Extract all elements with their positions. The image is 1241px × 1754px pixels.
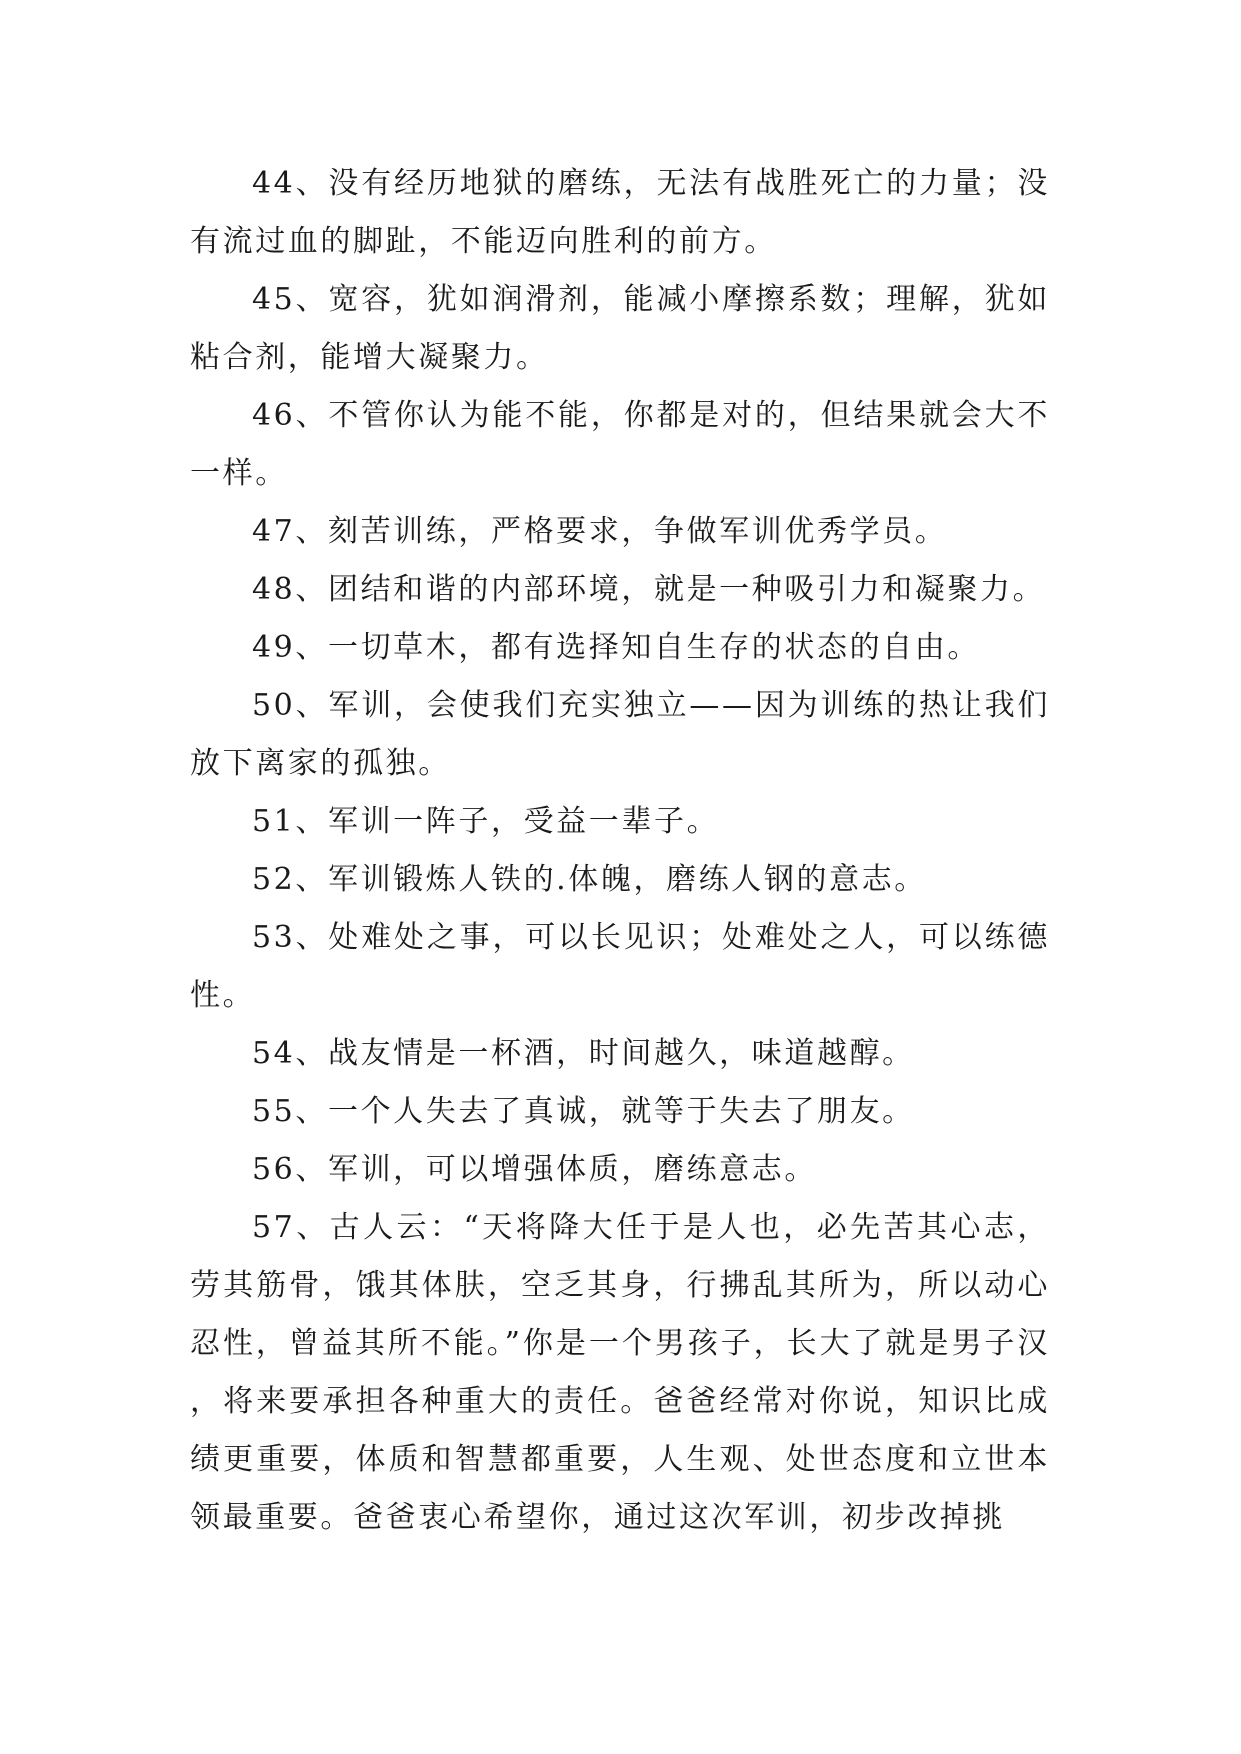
paragraph-56: 56、军训，可以增强体质，磨练意志。 <box>252 1152 817 1187</box>
paragraph-48: 48、团结和谐的内部环境，就是一种吸引力和凝聚力。 <box>252 572 1046 607</box>
paragraph-45: 45、宽容，犹如润滑剂，能减小摩擦系数；理解，犹如粘合剂，能增大凝聚力。 <box>190 282 1050 375</box>
paragraph-52: 52、军训锻炼人铁的.体魄，磨练人钢的意志。 <box>252 862 927 897</box>
paragraph-49: 49、一切草木，都有选择知自生存的状态的自由。 <box>252 630 980 665</box>
paragraph-57: 57、古人云：“天将降大任于是人也，必先苦其心志，劳其筋骨，饿其体肤，空乏其身，行拂乱其所为，所以动心忍性，曾益其所不能。”你是一个男孩子，长大了就是男子汉，将来要承担各种重大的责任。爸爸经常对你说，知识比成绩更重要，体质和智慧都重要，人生观、处世态度和立世本领最重要。爸爸衷心希望你，通过这次军训，初步改掉挑 <box>190 1210 1050 1535</box>
paragraph-51: 51、军训一阵子，受益一辈子。 <box>252 804 720 839</box>
document-body <box>190 155 1050 1547</box>
paragraph-55: 55、一个人失去了真诚，就等于失去了朋友。 <box>252 1094 915 1129</box>
paragraph-50: 50、军训，会使我们充实独立——因为训练的热让我们放下离家的孤独。 <box>190 688 1050 781</box>
paragraph-53: 53、处难处之事，可以长见识；处难处之人，可以练德性。 <box>190 920 1050 1013</box>
paragraph-46: 46、不管你认为能不能，你都是对的，但结果就会大不一样。 <box>190 398 1050 491</box>
paragraph-44: 44、没有经历地狱的磨练，无法有战胜死亡的力量；没有流过血的脚趾，不能迈向胜利的前方。 <box>190 166 1050 259</box>
paragraph-47: 47、刻苦训练，严格要求，争做军训优秀学员。 <box>252 514 948 549</box>
paragraph-54: 54、战友情是一杯酒，时间越久，味道越醇。 <box>252 1036 915 1071</box>
